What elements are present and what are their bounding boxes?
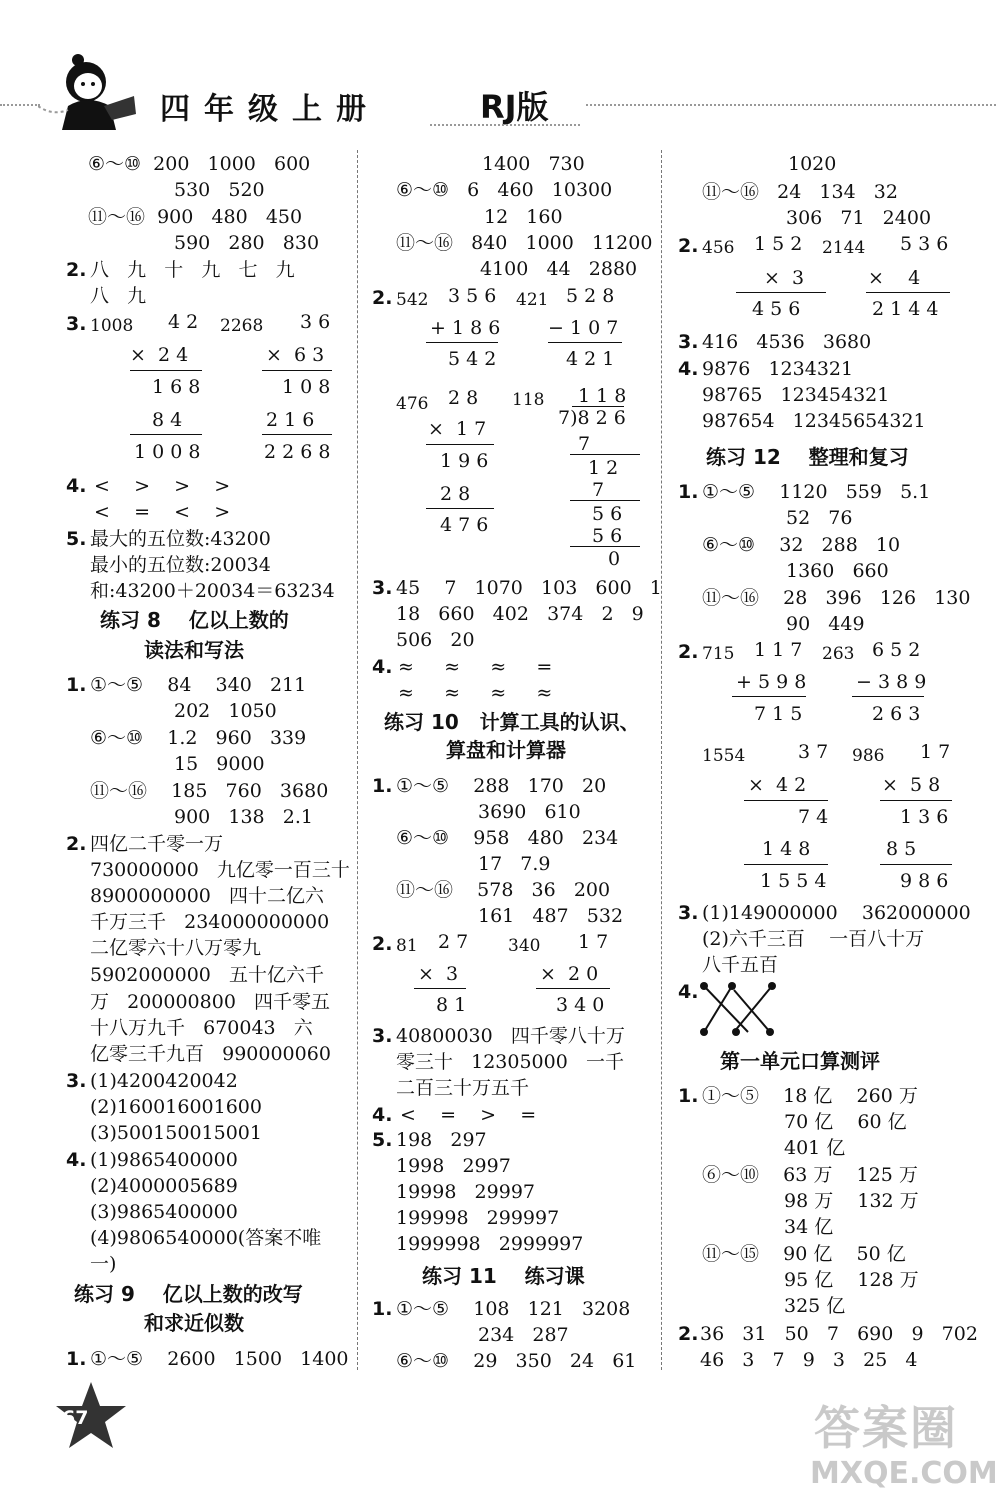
- question-number: 3.: [372, 1025, 393, 1047]
- division-calc: 7: [592, 479, 605, 501]
- answer-line: ①～⑤ 2600 1500 1400: [90, 1348, 349, 1370]
- calc-rule: [570, 500, 640, 501]
- division-calc: 1 1 8: [578, 385, 627, 407]
- question-number: 3.: [372, 577, 393, 599]
- answer-line: 590 280 830: [174, 232, 320, 254]
- vertical-calc: 1 0 8: [282, 376, 331, 398]
- vertical-calc: 2 1 4 4: [872, 298, 939, 320]
- question-number: 1.: [66, 1348, 87, 1370]
- answer-line: 900 138 2.1: [174, 806, 313, 828]
- answer-line: 8900000000 四十二亿六: [90, 885, 325, 907]
- answer-line: 70 亿 60 亿: [784, 1111, 907, 1133]
- column-divider: [661, 150, 662, 1370]
- answer-line: 3690 610: [478, 801, 581, 823]
- answer-line: 36 31 50 7 690 9 702: [700, 1323, 978, 1345]
- answer-line: (1)149000000 362000000: [702, 902, 971, 924]
- division-calc: 0: [608, 548, 621, 570]
- answer-line: ⑪～⑯ 840 1000 11200: [396, 232, 653, 254]
- answer-line: 416 4536 3680: [702, 331, 872, 353]
- vertical-calc: 8 5: [886, 838, 917, 860]
- answer-line: 1020: [788, 153, 837, 175]
- division-calc: 7)8 2 6: [558, 407, 626, 429]
- answer-line: 17 7.9: [478, 853, 551, 875]
- answer-line: 715: [702, 644, 735, 664]
- answer-line: ⑪～⑮ 90 亿 50 亿: [702, 1243, 906, 1265]
- answer-line: 1360 660: [786, 560, 889, 582]
- calc-rule: [130, 370, 202, 371]
- calc-rule: [414, 988, 466, 989]
- answer-line: 5 3 6: [900, 233, 949, 255]
- calc-rule: [426, 342, 498, 343]
- answer-line: 3 6: [300, 311, 331, 333]
- answer-line: 161 487 532: [478, 905, 624, 927]
- question-number: 4.: [66, 1149, 87, 1171]
- column-divider: [357, 150, 358, 1370]
- calc-rule: [866, 292, 950, 293]
- answer-line: 52 76: [786, 507, 853, 529]
- answer-line: 340: [508, 936, 541, 956]
- answer-line: ⑥～⑩ 32 288 10: [702, 534, 901, 556]
- answer-line: 2 7: [438, 931, 469, 953]
- section-heading: 练习 9 亿以上数的改写: [74, 1282, 303, 1306]
- calc-rule: [130, 434, 202, 435]
- answer-line: ⑪～⑯ 578 36 200: [396, 879, 611, 901]
- division-calc: 7: [578, 433, 591, 455]
- answer-line: 45 7 1070 103 600 1: [396, 577, 662, 599]
- question-number: 3.: [678, 331, 699, 353]
- vertical-calc: 1 9 6: [440, 450, 489, 472]
- answer-line: 18 660 402 374 2 9: [396, 603, 644, 625]
- vertical-calc: 5 4 2: [448, 348, 497, 370]
- answer-line: ⑪～⑯ 900 480 450: [88, 206, 303, 228]
- vertical-calc: 9 8 6: [900, 870, 949, 892]
- answer-line: 1999998 2999997: [396, 1233, 584, 1255]
- answer-line: 万 200000800 四千零五: [90, 991, 331, 1013]
- section-heading: 算盘和计算器: [446, 738, 566, 762]
- answer-line: 542: [396, 290, 429, 310]
- question-number: 4.: [372, 1104, 393, 1126]
- answer-line: ⑪～⑯ 185 760 3680: [90, 780, 329, 802]
- question-number: 2.: [372, 933, 393, 955]
- answer-line: 199998 299997: [396, 1207, 560, 1229]
- answer-line: 和:43200＋20034＝63234: [90, 580, 335, 602]
- answer-line: 零三十 12305000 一千: [396, 1051, 624, 1073]
- answer-line: ⑥～⑩ 200 1000 600: [88, 153, 311, 175]
- edition-label: RJ版: [480, 88, 549, 126]
- answer-line: 40800030 四千零八十万: [396, 1025, 625, 1047]
- section-heading: 练习 12 整理和复习: [706, 445, 909, 469]
- question-number: 2.: [678, 641, 699, 663]
- division-calc: 1 2: [588, 457, 619, 479]
- question-number: 4.: [372, 656, 393, 678]
- answer-line: ⑪～⑯ 24 134 32: [702, 181, 898, 203]
- vertical-calc: 1 4 8: [762, 838, 811, 860]
- answer-line: 3 5 6: [448, 285, 497, 307]
- answer-line: 234 287: [478, 1324, 569, 1346]
- vertical-calc: 2 2 6 8: [264, 441, 331, 463]
- answer-line: 1008: [90, 316, 134, 336]
- answer-line: ①～⑤ 18 亿 260 万: [702, 1085, 918, 1107]
- answer-line: (3)500150015001: [90, 1122, 262, 1144]
- question-number: 3.: [66, 313, 87, 335]
- section-heading: 读法和写法: [144, 638, 244, 662]
- matching-diagram: [696, 980, 780, 1040]
- answer-line: 八 九: [90, 285, 147, 307]
- header-rule-left: [0, 104, 40, 106]
- answer-line: 1554: [702, 746, 746, 766]
- answer-line: 千万三千 234000000000: [90, 911, 330, 933]
- answer-line: 3 7: [798, 741, 829, 763]
- answer-line: 401 亿: [784, 1137, 846, 1159]
- answer-line: 506 20: [396, 629, 475, 651]
- watermark-logo: 答案圈: [814, 1401, 958, 1455]
- answer-line: 八千五百: [702, 954, 779, 976]
- section-heading: 练习 11 练习课: [422, 1264, 585, 1288]
- answer-line: 12 160: [484, 206, 563, 228]
- question-number: 1.: [372, 1298, 393, 1320]
- mascot-icon: [38, 44, 148, 134]
- calc-rule: [570, 454, 640, 455]
- question-number: 2.: [678, 235, 699, 257]
- answer-line: ⑥～⑩ 63 万 125 万: [702, 1164, 918, 1186]
- question-number: 1.: [678, 481, 699, 503]
- calc-rule: [744, 864, 828, 865]
- question-number: 1.: [372, 775, 393, 797]
- vertical-calc: × 3: [764, 267, 805, 289]
- section-heading: 和求近似数: [144, 1311, 244, 1335]
- section-heading: 练习 8 亿以上数的: [100, 608, 289, 632]
- answer-line: (2)4000005689: [90, 1175, 238, 1197]
- question-number: 2.: [66, 259, 87, 281]
- answer-line: 4100 44 2880: [480, 258, 638, 280]
- calc-rule: [732, 696, 806, 697]
- answer-line: 202 1050: [174, 700, 277, 722]
- vertical-calc: × 4: [868, 267, 921, 289]
- vertical-calc: 7 4: [798, 806, 829, 828]
- calc-rule: [736, 292, 826, 293]
- answer-line: 6 5 2: [872, 639, 921, 661]
- answer-line: 95 亿 128 万: [784, 1269, 919, 1291]
- answer-line: ≈ ≈ ≈ ≈: [398, 682, 553, 704]
- answer-line: < = < >: [94, 501, 231, 523]
- calc-rule: [880, 800, 952, 801]
- calc-rule: [262, 370, 332, 371]
- answer-line: (2)160016001600: [90, 1096, 262, 1118]
- calc-rule: [426, 508, 494, 509]
- answer-line: 306 71 2400: [786, 207, 932, 229]
- answer-line: 2268: [220, 316, 264, 336]
- vertical-calc: × 2 0: [540, 963, 599, 985]
- answer-line: 1998 2997: [396, 1155, 511, 1177]
- calc-rule: [536, 988, 610, 989]
- answer-line: 最大的五位数:43200: [90, 528, 271, 550]
- answer-line: 456: [702, 238, 735, 258]
- header-rule-right: [586, 104, 996, 106]
- answer-line: 1 1 7: [754, 639, 803, 661]
- answer-line: 81: [396, 936, 418, 956]
- division-calc: 5 6: [592, 503, 623, 525]
- answer-line: 325 亿: [784, 1295, 846, 1317]
- answer-line: ①～⑤ 288 170 20: [396, 775, 607, 797]
- question-number: 3.: [678, 902, 699, 924]
- vertical-calc: × 6 3: [266, 344, 325, 366]
- vertical-calc: 2 6 3: [872, 703, 921, 725]
- answer-line: 5902000000 五十亿六千: [90, 964, 325, 986]
- section-heading: 练习 10 计算工具的认识、: [384, 710, 640, 734]
- answer-line: 98765 123454321: [702, 384, 890, 406]
- answer-line: ⑥～⑩ 1.2 960 339: [90, 727, 307, 749]
- answer-line: 八 九 十 九 七 九: [90, 259, 295, 281]
- answer-line: 5 2 8: [566, 285, 615, 307]
- answer-line: 2 8: [448, 387, 479, 409]
- vertical-calc: − 1 0 7: [548, 317, 619, 339]
- answer-line: 118: [512, 390, 545, 410]
- answer-line: ①～⑤ 84 340 211: [90, 674, 307, 696]
- answer-line: 986: [852, 746, 885, 766]
- vertical-calc: × 1 7: [428, 418, 487, 440]
- vertical-calc: 4 5 6: [752, 298, 801, 320]
- calc-rule: [880, 864, 952, 865]
- answer-line: 90 449: [786, 613, 865, 635]
- answer-line: (1)4200420042: [90, 1070, 238, 1092]
- vertical-calc: 4 7 6: [440, 514, 489, 536]
- answer-line: 987654 12345654321: [702, 410, 926, 432]
- division-calc: 5 6: [592, 525, 623, 547]
- question-number: 1.: [678, 1085, 699, 1107]
- answer-line: 1 5 2: [754, 233, 803, 255]
- vertical-calc: × 5 8: [882, 774, 941, 796]
- calc-rule: [744, 800, 828, 801]
- answer-line: ①～⑤ 1120 559 5.1: [702, 481, 931, 503]
- vertical-calc: 2 1 6: [266, 409, 315, 431]
- watermark-url: MXQE.COM: [810, 1456, 998, 1491]
- vertical-calc: 2 8: [440, 483, 471, 505]
- question-number: 2.: [66, 833, 87, 855]
- vertical-calc: − 3 8 9: [856, 671, 927, 693]
- answer-line: 9876 1234321: [702, 358, 854, 380]
- answer-line: ①～⑤ 108 121 3208: [396, 1298, 631, 1320]
- vertical-calc: 7 1 5: [754, 703, 803, 725]
- answer-line: 十八万九千 670043 六: [90, 1017, 313, 1039]
- answer-line: 198 297: [396, 1129, 487, 1151]
- answer-line: (4)9806540000(答案不唯: [90, 1227, 322, 1249]
- vertical-calc: + 5 9 8: [736, 671, 807, 693]
- vertical-calc: 1 6 8: [152, 376, 201, 398]
- answer-line: 46 3 7 9 3 25 4: [700, 1349, 918, 1371]
- calc-rule: [548, 342, 622, 343]
- answer-line: 98 万 132 万: [784, 1190, 919, 1212]
- calc-rule: [852, 696, 924, 697]
- answer-line: 二百三十万五千: [396, 1077, 530, 1099]
- answer-line: < = > =: [400, 1104, 537, 1126]
- answer-line: ≈ ≈ ≈ =: [398, 656, 553, 678]
- answer-line: 二亿零六十八万零九: [90, 937, 262, 959]
- question-number: 4.: [66, 475, 87, 497]
- answer-line: ⑥～⑩ 29 350 24 61: [396, 1350, 637, 1372]
- answer-line: 421: [516, 290, 549, 310]
- vertical-calc: × 3: [418, 963, 459, 985]
- answer-line: 263: [822, 644, 855, 664]
- calc-rule: [426, 444, 494, 445]
- question-number: 4.: [678, 981, 699, 1003]
- question-number: 2.: [372, 287, 393, 309]
- question-number: 1.: [66, 674, 87, 696]
- answer-line: 1400 730: [482, 153, 585, 175]
- answer-line: 四亿二千零一万: [90, 833, 224, 855]
- answer-line: 一): [90, 1253, 117, 1275]
- vertical-calc: × 4 2: [748, 774, 807, 796]
- question-number: 5.: [66, 528, 87, 550]
- answer-line: 730000000 九亿零一百三十: [90, 859, 350, 881]
- answer-line: 530 520: [174, 179, 265, 201]
- answer-line: ⑪～⑯ 28 396 126 130: [702, 587, 971, 609]
- vertical-calc: + 1 8 6: [430, 317, 501, 339]
- answer-line: 19998 29997: [396, 1181, 536, 1203]
- vertical-calc: 3 4 0: [556, 994, 605, 1016]
- answer-line: 1 7: [920, 741, 951, 763]
- answer-line: 15 9000: [174, 753, 265, 775]
- calc-rule: [262, 434, 332, 435]
- vertical-calc: 8 4: [152, 409, 183, 431]
- vertical-calc: 1 3 6: [900, 806, 949, 828]
- vertical-calc: 1 0 0 8: [134, 441, 201, 463]
- section-heading: 第一单元口算测评: [720, 1049, 880, 1073]
- page-title: 四年级上册: [160, 92, 380, 127]
- answer-line: (1)9865400000: [90, 1149, 238, 1171]
- vertical-calc: 8 1: [436, 994, 467, 1016]
- answer-line: < > > >: [94, 475, 231, 497]
- answer-line: 4 2: [168, 311, 199, 333]
- answer-line: 亿零三千九百 990000060: [90, 1043, 331, 1065]
- answer-line: (2)六千三百 一百八十万: [702, 928, 925, 950]
- answer-line: 34 亿: [784, 1216, 834, 1238]
- answer-line: 1 7: [578, 931, 609, 953]
- calc-rule: [570, 546, 640, 547]
- question-number: 5.: [372, 1129, 393, 1151]
- question-number: 2.: [678, 1323, 699, 1345]
- answer-line: 最小的五位数:20034: [90, 554, 271, 576]
- vertical-calc: 4 2 1: [566, 348, 615, 370]
- vertical-calc: × 2 4: [130, 344, 189, 366]
- header-rule-mid: [430, 124, 580, 126]
- answer-line: ⑥～⑩ 958 480 234: [396, 827, 619, 849]
- answer-line: 2144: [822, 238, 866, 258]
- vertical-calc: 1 5 5 4: [760, 870, 827, 892]
- answer-line: 476: [396, 394, 429, 414]
- question-number: 4.: [678, 358, 699, 380]
- answer-line: ⑥～⑩ 6 460 10300: [396, 179, 613, 201]
- answer-line: (3)9865400000: [90, 1201, 238, 1223]
- page-number: 67: [62, 1407, 89, 1429]
- question-number: 3.: [66, 1070, 87, 1092]
